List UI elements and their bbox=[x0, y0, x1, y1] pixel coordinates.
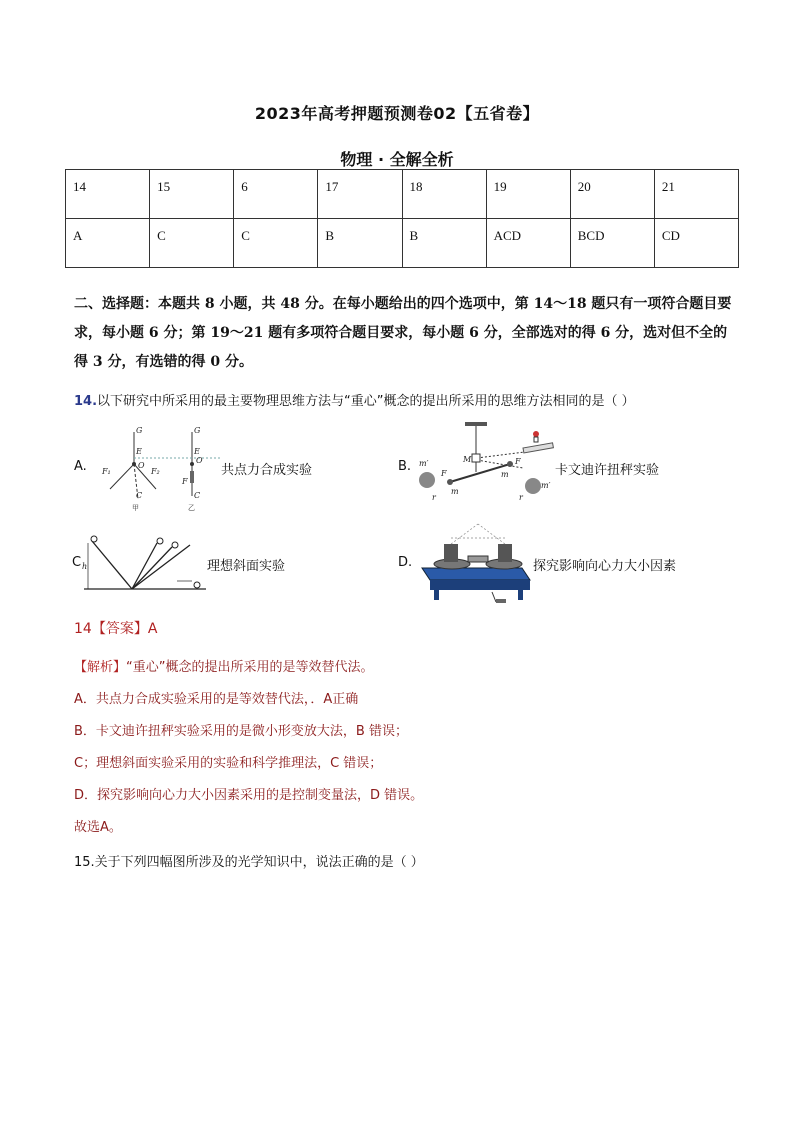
label-e: E bbox=[136, 447, 142, 456]
label-big-m: M bbox=[463, 455, 472, 464]
label-o: O bbox=[138, 461, 145, 470]
label-o-yi: O bbox=[196, 456, 203, 465]
label-c-yi: C bbox=[194, 491, 201, 500]
answer-table-answer-row bbox=[66, 219, 739, 268]
label-f1: F₁ bbox=[102, 467, 111, 476]
label-r-right: r bbox=[519, 493, 523, 502]
label-f2: F₂ bbox=[151, 467, 160, 476]
label-g-yi: G bbox=[194, 426, 201, 435]
explanation-conclusion: 故选A。 bbox=[74, 820, 122, 835]
answer-cell: C bbox=[150, 219, 234, 268]
question-number-cell: 19 bbox=[486, 170, 570, 219]
answer-cell: B bbox=[402, 219, 486, 268]
answer-cell: C bbox=[234, 219, 318, 268]
ideal-incline-figure bbox=[82, 533, 207, 593]
label-f: F bbox=[182, 477, 188, 486]
section-heading: 二、选择题：本题共 8 小题，共 48 分。在每小题给出的四个选项中，第 14～18 题只有一项符合题目要求，每小题 6 分；第 19～21 题有多项符合题目要求，每小题 6 分，全部选对的得 6 分，选对但不全的得 3 分，有选错的得 0 分。 bbox=[74, 296, 732, 370]
question-number-cell: 15 bbox=[150, 170, 234, 219]
option-c-caption: 理想斜面实验 bbox=[207, 559, 286, 574]
label-m-left: m bbox=[451, 487, 459, 496]
label-m-right: m bbox=[501, 470, 509, 479]
cavendish-torsion-figure bbox=[415, 420, 555, 505]
label-m-prime-left: m′ bbox=[419, 459, 429, 468]
centripetal-force-apparatus-figure bbox=[418, 520, 533, 605]
label-c: C bbox=[136, 491, 143, 500]
paper-title: 2023年高考押题预测卷02【五省卷】 bbox=[254, 104, 540, 123]
option-a-letter: A. bbox=[74, 459, 87, 474]
label-m-prime-right: m′ bbox=[541, 481, 551, 490]
option-d-caption: 探究影响向心力大小因素 bbox=[533, 559, 677, 574]
label-jia: 甲 bbox=[132, 504, 139, 512]
label-f-right: F bbox=[515, 457, 521, 466]
explanation-line-a: A．共点力合成实验采用的是等效替代法，．A正确 bbox=[74, 692, 359, 707]
question-number-cell: 21 bbox=[654, 170, 738, 219]
question-number-cell: 20 bbox=[570, 170, 654, 219]
question-14-text: 以下研究中所采用的最主要物理思维方法与“重心”概念的提出所采用的思维方法相同的是（ ） bbox=[97, 394, 635, 409]
explanation-intro bbox=[74, 656, 374, 675]
option-c-letter: C bbox=[72, 555, 82, 570]
explanation-line-c: C；理想斜面实验采用的实验和科学推理法，C 错误； bbox=[74, 756, 383, 771]
label-h: h bbox=[82, 562, 88, 571]
question-14-number: 14. bbox=[74, 394, 98, 409]
option-a-caption: 共点力合成实验 bbox=[221, 463, 313, 478]
answer-table bbox=[65, 169, 739, 268]
answer-cell: BCD bbox=[570, 219, 654, 268]
option-b-caption: 卡文迪许扭秤实验 bbox=[555, 463, 660, 478]
label-g: G bbox=[136, 426, 143, 435]
answer-cell: B bbox=[318, 219, 402, 268]
label-r-left: r bbox=[432, 493, 436, 502]
explanation-label: 【解析】 bbox=[74, 660, 127, 675]
question-number-cell: 14 bbox=[66, 170, 150, 219]
question-number-cell: 6 bbox=[234, 170, 318, 219]
answer-cell: A bbox=[66, 219, 150, 268]
explanation-intro-text: “重心”概念的提出所采用的是等效替代法。 bbox=[126, 660, 374, 675]
question-number-cell: 17 bbox=[318, 170, 402, 219]
answer-cell: ACD bbox=[486, 219, 570, 268]
label-yi: 乙 bbox=[188, 504, 195, 512]
question-15-stem: 15.关于下列四幅图所涉及的光学知识中，说法正确的是（ ） bbox=[74, 855, 424, 870]
question-number-cell: 18 bbox=[402, 170, 486, 219]
answer-cell: CD bbox=[654, 219, 738, 268]
explanation-line-d: D．探究影响向心力大小因素采用的是控制变量法，D 错误。 bbox=[74, 788, 424, 803]
force-composition-figure bbox=[96, 424, 221, 514]
question-14-answer: 14【答案】A bbox=[74, 621, 158, 637]
paper-subtitle: 物理 · 全解全析 bbox=[340, 150, 454, 169]
explanation-line-b: B．卡文迪许扭秤实验采用的是微小形变放大法，B 错误； bbox=[74, 724, 408, 739]
option-b-letter: B. bbox=[398, 459, 412, 474]
label-e-yi: E bbox=[194, 447, 200, 456]
label-f-left: F bbox=[441, 469, 447, 478]
answer-table-number-row bbox=[66, 170, 739, 219]
option-d-letter: D. bbox=[398, 555, 413, 570]
question-14-stem bbox=[74, 390, 635, 409]
